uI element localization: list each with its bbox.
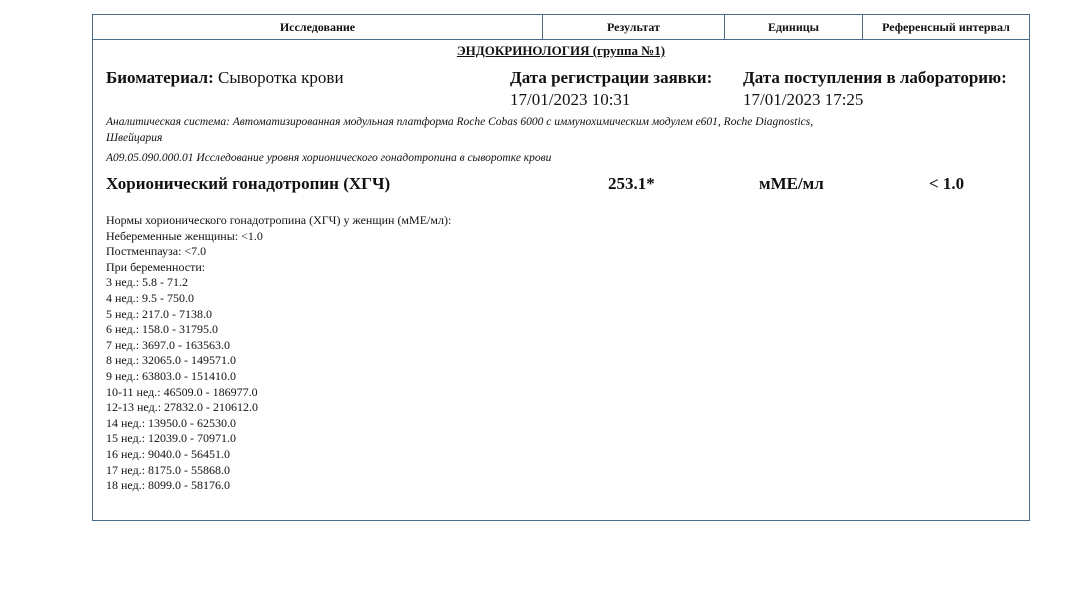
norm-line: 17 нед.: 8175.0 - 55868.0 — [106, 462, 231, 477]
norm-line: 9 нед.: 63803.0 - 151410.0 — [106, 368, 237, 383]
result-test-name: Хорионический гонадотропин (ХГЧ) — [106, 174, 391, 193]
norm-line: 8 нед.: 32065.0 - 149571.0 — [106, 353, 237, 368]
lab-arrival-label: Дата поступления в лабораторию: — [743, 68, 1007, 87]
norm-line: Постменпауза: <7.0 — [106, 244, 207, 259]
norm-line: 4 нед.: 9.5 - 750.0 — [106, 290, 195, 305]
header-result: Результат — [543, 15, 725, 39]
result-value: 253.1* — [608, 174, 655, 193]
norm-line: 15 нед.: 12039.0 - 70971.0 — [106, 431, 237, 446]
norm-line: Нормы хорионического гонадотропина (ХГЧ) у женщин (мМЕ/мл): — [106, 213, 452, 227]
table-header-row — [93, 15, 1029, 40]
norm-line: 16 нед.: 9040.0 - 56451.0 — [106, 446, 231, 461]
norm-line: 7 нед.: 3697.0 - 163563.0 — [106, 337, 231, 352]
lab-arrival-value: 17/01/2023 17:25 — [743, 90, 864, 109]
registration-label: Дата регистрации заявки: — [510, 68, 713, 87]
norms-list — [106, 213, 451, 494]
norm-line: При беременности: — [106, 259, 206, 274]
registration-value: 17/01/2023 10:31 — [510, 90, 631, 109]
norm-line: 6 нед.: 158.0 - 31795.0 — [106, 322, 219, 337]
result-reference: < 1.0 — [929, 174, 965, 193]
norm-line: 10-11 нед.: 46509.0 - 186977.0 — [106, 384, 258, 399]
norm-line: 5 нед.: 217.0 - 7138.0 — [106, 306, 213, 321]
norm-line: 14 нед.: 13950.0 - 62530.0 — [106, 415, 237, 430]
result-units: мМЕ/мл — [759, 174, 824, 193]
norm-line: 12-13 нед.: 27832.0 - 210612.0 — [106, 400, 259, 415]
norm-line: Небеременные женщины: <1.0 — [106, 228, 263, 243]
header-reference: Референсный интервал — [882, 20, 1010, 34]
header-units: Единицы — [725, 15, 863, 39]
analytic-system-line1: Аналитическая система: Автоматизированная модульная платформа Roche Cobas 6000 с иммунохимическим модулем e601, Roche Diagnostics, — [106, 116, 814, 128]
test-code-line: A09.05.090.000.01 Исследование уровня хорионического гонадотропина в сыворотке крови — [106, 152, 552, 164]
biomaterial-label: Биоматериал: — [106, 68, 214, 87]
header-test: Исследование — [93, 15, 543, 39]
norm-line: 18 нед.: 8099.0 - 58176.0 — [106, 478, 231, 493]
section-title: ЭНДОКРИНОЛОГИЯ (группа №1) — [456, 43, 666, 58]
biomaterial — [106, 68, 344, 88]
analytic-system-line2: Швейцария — [106, 132, 163, 144]
lab-report-table — [92, 14, 1030, 521]
biomaterial-value: Сыворотка крови — [217, 68, 344, 87]
norm-line: 3 нед.: 5.8 - 71.2 — [106, 275, 189, 290]
